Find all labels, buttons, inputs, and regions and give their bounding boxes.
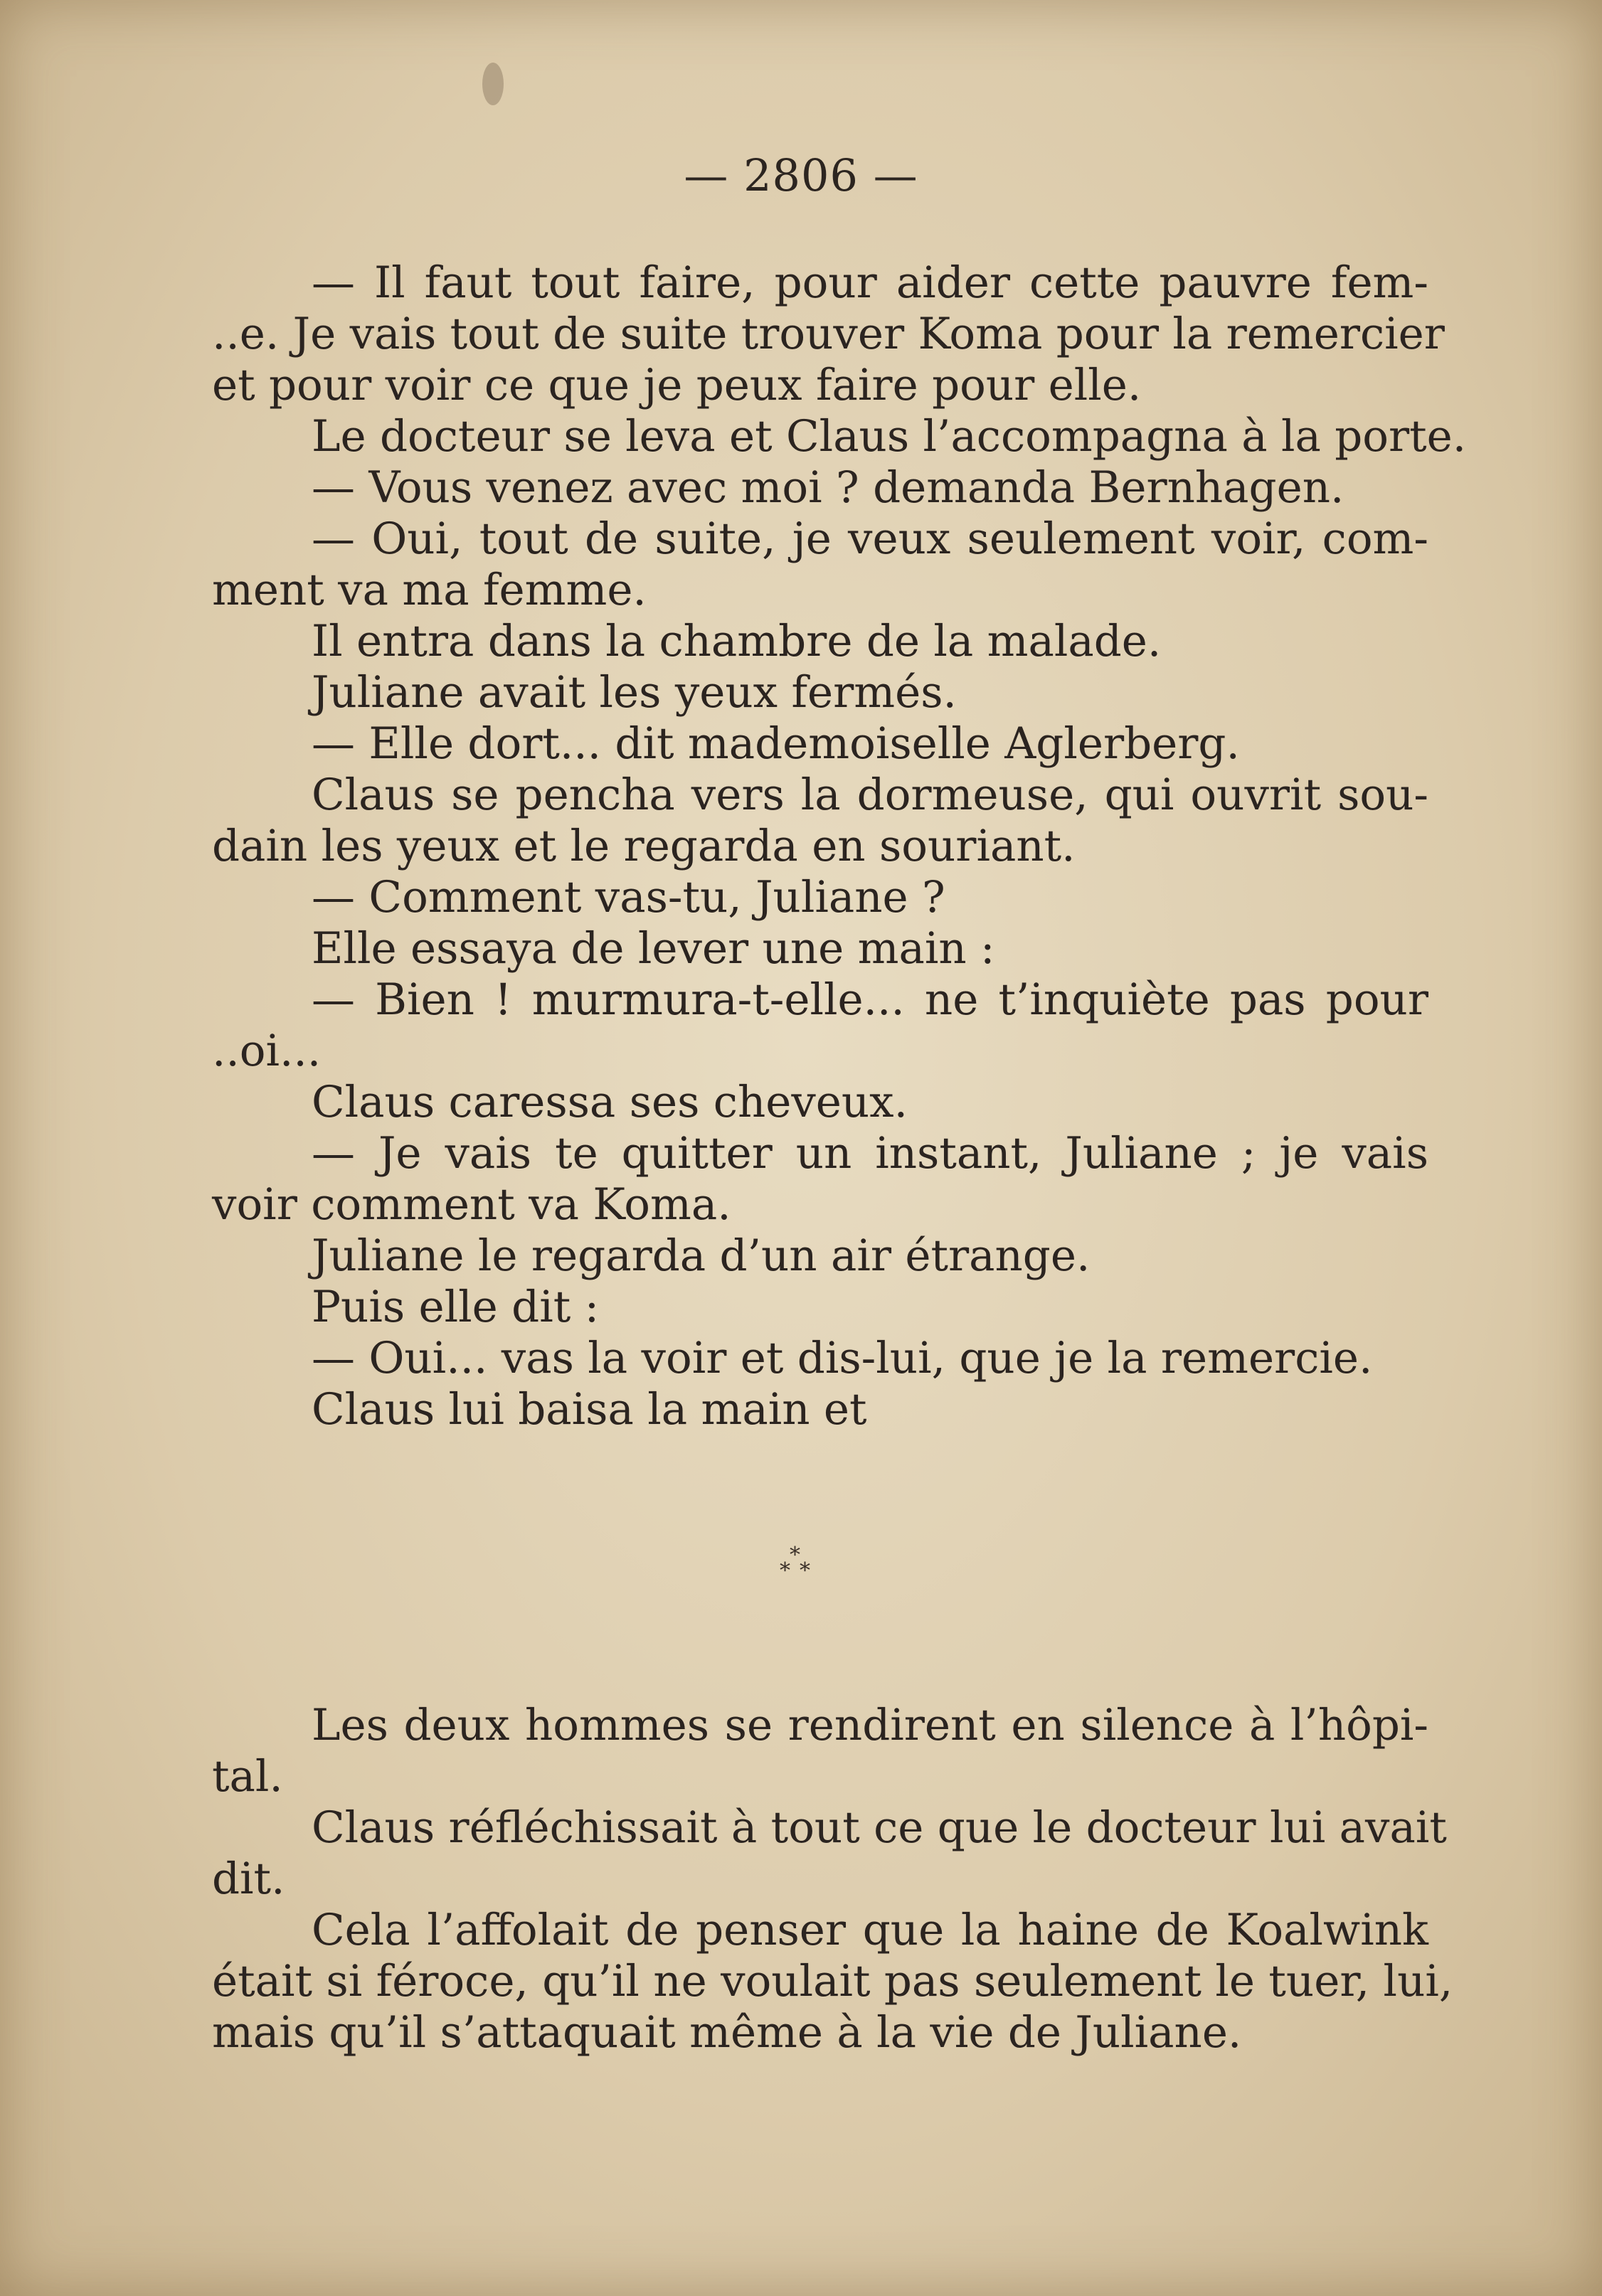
text-line: dit. [212,1854,285,1904]
text-line: Il entra dans la chambre de la malade. [312,616,1162,666]
text-line: ..oi... [212,1026,322,1076]
text-line: Elle essaya de lever une main : [312,923,995,974]
text-line: Les deux hommes se rendirent en silence à l’hôpi- [312,1700,1428,1750]
text-line: Cela l’affolait de penser que la haine de Koalwink [312,1905,1428,1955]
text-line: mais qu’il s’attaquait même à la vie de Juliane. [212,2007,1242,2058]
text-line: ment va ma femme. [212,565,647,615]
text-line: ..e. Je vais tout de suite trouver Koma pour la remercier [212,309,1445,359]
asterisk-icon: * [790,1543,800,1568]
text-line: et pour voir ce que je peux faire pour elle. [212,360,1142,410]
text-line: Claus lui baisa la main et [312,1384,867,1435]
text-line: — Elle dort... dit mademoiselle Aglerberg. [312,718,1240,769]
text-line: Puis elle dit : [312,1282,600,1332]
text-line: Juliane le regarda d’un air étrange. [312,1231,1091,1281]
text-line: — Bien ! murmura-t-elle... ne t’inquiète pas pour [312,974,1428,1025]
ink-stain [482,63,504,105]
text-line: Claus caressa ses cheveux. [312,1077,908,1127]
asterisk-icon: * [800,1558,810,1583]
page-number: — 2806 — [684,149,918,201]
text-line: Juliane avait les yeux fermés. [312,667,957,718]
asterism-ornament [774,1545,831,1602]
text-line: était si féroce, qu’il ne voulait pas seulement le tuer, lui, [212,1956,1453,2007]
text-line: tal. [212,1751,283,1802]
text-line: — Comment vas-tu, Juliane ? [312,872,945,923]
text-line: — Oui, tout de suite, je veux seulement voir, com- [312,514,1428,564]
text-line: Claus se pencha vers la dormeuse, qui ouvrit sou- [312,770,1428,820]
text-line: — Vous venez avec moi ? demanda Bernhagen. [312,462,1344,513]
text-line: — Il faut tout faire, pour aider cette pauvre fem- [312,257,1428,308]
text-block-bottom [212,1700,1453,2058]
text-line: Claus réfléchissait à tout ce que le docteur lui avait [312,1802,1447,1853]
text-line: — Je vais te quitter un instant, Juliane ; je vais [312,1128,1428,1179]
text-line: dain les yeux et le regarda en souriant. [212,821,1076,871]
text-line: — Oui... vas la voir et dis-lui, que je la remercie. [312,1333,1373,1383]
text-block-top [212,257,1467,1435]
asterisk-icon: * [780,1558,790,1583]
text-line: voir comment va Koma. [212,1179,731,1230]
text-line: Le docteur se leva et Claus l’accompagna à la porte. [312,411,1467,462]
